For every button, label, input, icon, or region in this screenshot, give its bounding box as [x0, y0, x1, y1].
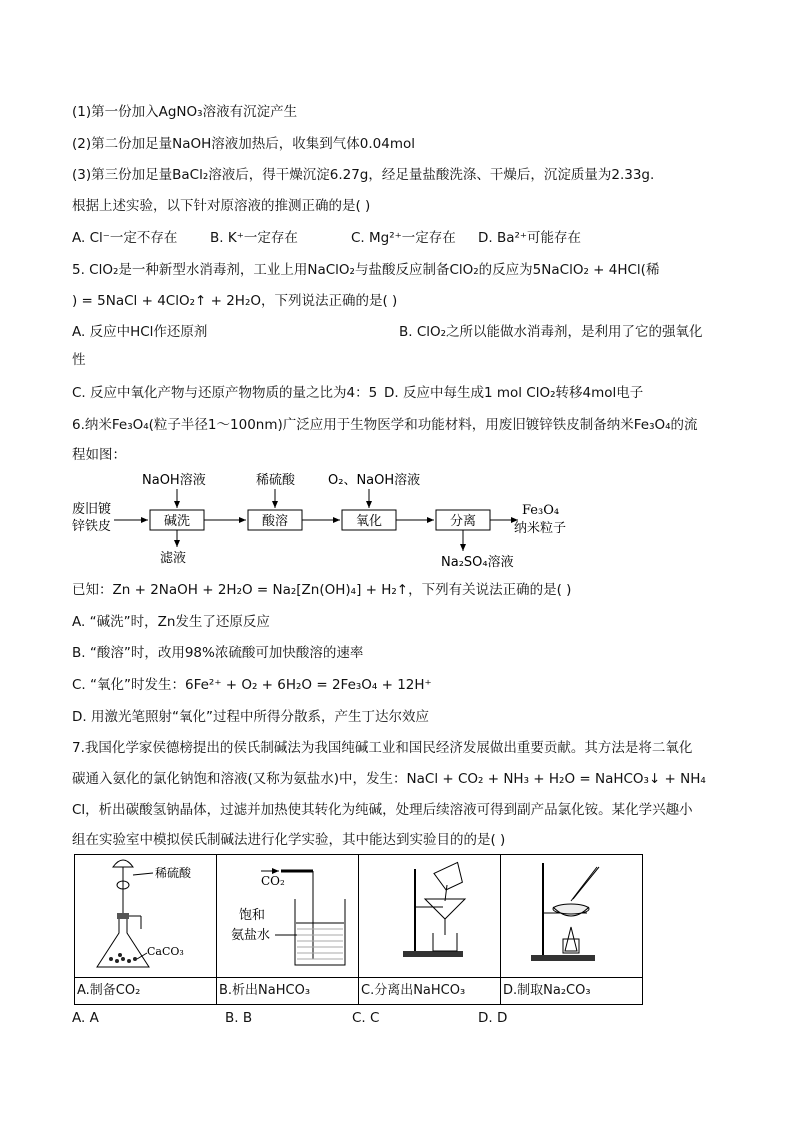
apparatus-table — [74, 854, 643, 1005]
flow-reagent-naoh: NaOH溶液 — [142, 473, 206, 488]
q4-condition-3: (3)第三份加足量BaCl₂溶液后，得干燥沉淀6.27g，经足量盐酸洗涤、干燥后，沉淀质量为2.33g. — [72, 167, 655, 183]
caption-b: B.析出NaHCO₃ — [217, 977, 358, 1004]
q5-option-b-continued: 性 — [72, 352, 86, 368]
q5-option-d[interactable]: D. 反应中每生成1 mol ClO₂转移4mol电子 — [384, 385, 644, 401]
q4-option-c[interactable]: C. Mg²⁺一定存在 — [351, 230, 456, 246]
q6-option-b[interactable]: B. “酸溶”时，改用98%浓硫酸可加快酸溶的速率 — [72, 645, 364, 661]
q7-option-c[interactable]: C. C — [352, 1010, 380, 1026]
q7-stem-line-3: Cl，析出碳酸氢钠晶体，过滤并加热使其转化为纯碱，处理后续溶液可得到副产品氯化铵。某化学兴趣小 — [72, 802, 693, 818]
beaker-co2-bubbling-image — [217, 855, 358, 973]
flow-reagent-h2so4: 稀硫酸 — [256, 473, 296, 488]
q6-option-d[interactable]: D. 用激光笔照射“氧化”过程中所得分散系，产生丁达尔效应 — [72, 709, 429, 725]
svg-text:氨盐水: 氨盐水 — [231, 928, 271, 943]
apparatus-cell-d — [501, 855, 643, 1005]
caption-d: D.制取Na₂CO₃ — [501, 977, 642, 1004]
q7-stem-line-1: 7.我国化学家侯德榜提出的侯氏制碱法为我国纯碱工业和国民经济发展做出重要贡献。其方法是将二氧化 — [72, 740, 693, 756]
evaporation-setup-image — [501, 855, 642, 973]
caption-c: C.分离出NaHCO₃ — [359, 977, 500, 1004]
q4-condition-1: (1)第一份加入AgNO₃溶液有沉淀产生 — [72, 104, 298, 120]
q5-stem-line-1: 5. ClO₂是一种新型水消毒剂，工业上用NaClO₂与盐酸反应制备ClO₂的反应为5NaClO₂ + 4HCl(稀 — [72, 262, 660, 278]
q7-option-d[interactable]: D. D — [478, 1010, 508, 1026]
q5-option-a[interactable]: A. 反应中HCl作还原剂 — [72, 324, 208, 340]
svg-text:氧化: 氧化 — [355, 514, 383, 529]
q7-option-b[interactable]: B. B — [225, 1010, 253, 1026]
flow-product-label: 纳米粒子 — [514, 521, 567, 536]
flow-output-filtrate: 滤液 — [160, 551, 187, 566]
flask-co2-generator-image — [75, 855, 216, 973]
apparatus-cell-a — [75, 855, 217, 1005]
q6-flowchart — [60, 468, 600, 578]
q4-stem: 根据上述实验，以下针对原溶液的推测正确的是( ) — [72, 198, 371, 214]
flow-output-na2so4: Na₂SO₄溶液 — [441, 555, 514, 570]
q6-option-c[interactable]: C. “氧化”时发生：6Fe²⁺ + O₂ + 6H₂O = 2Fe₃O₄ + 12H⁺ — [72, 677, 432, 693]
apparatus-cell-c — [359, 855, 501, 1005]
q4-condition-2: (2)第二份加足量NaOH溶液加热后，收集到气体0.04mol — [72, 136, 415, 152]
q6-stem-line-2: 程如图： — [72, 447, 126, 463]
q7-stem-line-4: 组在实验室中模拟侯氏制碱法进行化学实验，其中能达到实验目的的是( ) — [72, 832, 506, 848]
svg-text:稀硫酸: 稀硫酸 — [155, 866, 192, 880]
flow-start-label: 废旧镀 — [72, 502, 112, 517]
svg-text:CO₂: CO₂ — [261, 874, 285, 888]
filtration-setup-image — [359, 855, 500, 973]
q4-option-d[interactable]: D. Ba²⁺可能存在 — [478, 230, 582, 246]
svg-text:碱洗: 碱洗 — [163, 514, 191, 529]
flow-start-label-2: 锌铁皮 — [72, 519, 112, 534]
q5-stem-line-2: ) = 5NaCl + 4ClO₂↑ + 2H₂O，下列说法正确的是( ) — [72, 293, 398, 309]
svg-text:酸溶: 酸溶 — [261, 514, 289, 529]
q5-option-b[interactable]: B. ClO₂之所以能做水消毒剂，是利用了它的强氧化 — [399, 324, 703, 340]
svg-text:分离: 分离 — [449, 514, 477, 529]
apparatus-cell-b — [217, 855, 359, 1005]
q6-known-equation: 已知：Zn + 2NaOH + 2H₂O = Na₂[Zn(OH)₄] + H₂↑，下列有关说法正确的是( ) — [72, 582, 572, 598]
q7-stem-line-2: 碳通入氨化的氯化钠饱和溶液(又称为氨盐水)中，发生：NaCl + CO₂ + NH₃ + H₂O = NaHCO₃↓ + NH₄ — [72, 771, 706, 787]
q6-option-a[interactable]: A. “碱洗”时，Zn发生了还原反应 — [72, 614, 270, 630]
svg-text:饱和: 饱和 — [239, 908, 266, 923]
q4-option-a[interactable]: A. Cl⁻一定不存在 — [72, 230, 178, 246]
caption-a: A.制备CO₂ — [75, 977, 216, 1004]
flow-product-fe3o4: Fe₃O₄ — [522, 503, 560, 518]
svg-text:CaCO₃: CaCO₃ — [147, 945, 184, 958]
flow-reagent-o2-naoh: O₂、NaOH溶液 — [328, 473, 421, 488]
q6-stem-line-1: 6.纳米Fe₃O₄(粒子半径1～100nm)广泛应用于生物医学和功能材料，用废旧镀锌铁皮制备纳米Fe₃O₄的流 — [72, 417, 698, 433]
q5-option-c[interactable]: C. 反应中氧化产物与还原产物物质的量之比为4：5 — [72, 385, 378, 401]
q7-option-a[interactable]: A. A — [72, 1010, 99, 1026]
q4-option-b[interactable]: B. K⁺一定存在 — [210, 230, 298, 246]
